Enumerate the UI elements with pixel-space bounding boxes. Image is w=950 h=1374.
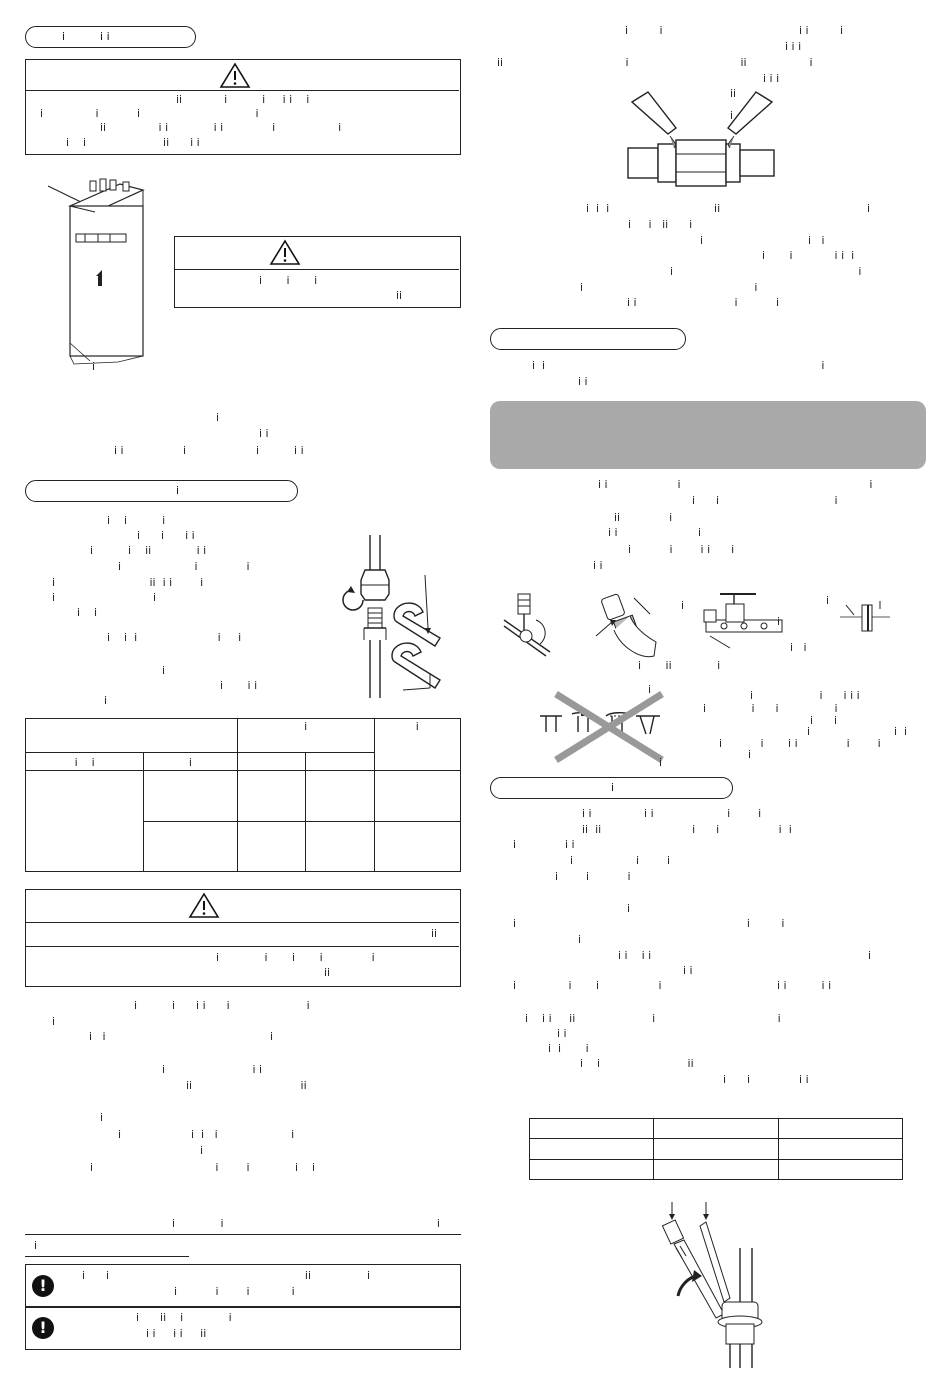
para-3-line-8: i — [200, 1144, 204, 1157]
caution-2-line-2: i i i i i — [216, 951, 375, 964]
section-heading-2-text: i — [176, 484, 180, 497]
outdoor-unit-illustration — [40, 176, 150, 366]
para-6-line-14: i i i — [548, 1042, 589, 1055]
top-para-line-5: ii — [730, 87, 737, 100]
para-6-line-5: i i i — [555, 870, 631, 883]
flare-note-2: i i i i i — [750, 689, 860, 702]
para-2-line-5: i ii i i i — [52, 576, 204, 589]
pipe-cutter-illustration — [500, 590, 560, 660]
notice-2-line-1: i ii i i — [136, 1311, 232, 1324]
para-5-line-1: i i i i — [598, 478, 873, 491]
fig-note-3: i — [826, 594, 830, 607]
caution-1-line-1: i i i — [259, 274, 318, 287]
para-6-line-16: i i i i — [723, 1073, 809, 1086]
warning-triangle-icon — [189, 893, 219, 918]
para-6-line-6: i — [627, 902, 631, 915]
para-5-line-5: i i i i i — [628, 543, 735, 556]
mid-para-line-5: i i — [670, 265, 862, 278]
para-6-line-8: i — [578, 933, 582, 946]
para-6-line-4: i i i — [570, 854, 671, 867]
incorrect-flare-examples — [536, 690, 671, 765]
top-para-line-2: i i i — [785, 40, 802, 53]
para-6-line-12: i i i ii i i — [525, 1012, 781, 1025]
flare-note-3: i i i i — [703, 702, 838, 715]
section-heading-4 — [490, 777, 733, 799]
flare-note-4: i i — [810, 714, 838, 727]
caution-1-line-2: ii — [396, 289, 403, 302]
exclamation-circle-icon: ! — [32, 1317, 54, 1339]
fig-note-5: i ii i — [638, 659, 721, 672]
para-2-line-9: i — [162, 664, 166, 677]
para-3-line-3: i i i — [89, 1030, 273, 1043]
para-1-line-3: i i i i i i — [114, 444, 304, 457]
top-para-line-6: i — [730, 109, 734, 122]
warning-triangle-icon — [220, 63, 250, 88]
para-6-line-13: i i — [557, 1027, 567, 1040]
para-2-line-3: i i ii i i — [90, 544, 207, 557]
caution-box-1 — [174, 236, 461, 308]
top-para-line-4: i i i — [763, 72, 780, 85]
rule-text: i i i — [172, 1217, 440, 1230]
table-1-sub-1: i i — [74, 755, 95, 769]
divider-rule-short — [25, 1256, 189, 1257]
para-2-line-4: i i i — [118, 560, 250, 573]
notice-2-line-2: i i i i ii — [146, 1327, 207, 1340]
para-3-line-4: i i i — [162, 1063, 263, 1076]
para-6-line-1: i i i i i i — [582, 807, 762, 820]
unit-caption: i — [92, 360, 96, 373]
para-3-line-9: i i i i i — [90, 1161, 316, 1174]
flare-dimension-illustration — [840, 597, 892, 637]
reamer-illustration — [590, 590, 665, 665]
para-2-line-1: i i i — [107, 514, 166, 527]
caution-2-line-3: ii — [324, 966, 331, 979]
para-5-line-6: i i — [593, 559, 603, 572]
para-3-line-5: ii ii — [186, 1079, 307, 1092]
para-5-line-3: ii i — [614, 511, 673, 524]
flare-note-5: i i i — [807, 725, 908, 738]
table-1-sub-2: i — [188, 755, 192, 769]
mid-para-line-2: i i ii i — [628, 218, 693, 231]
notice-box-1 — [25, 1264, 461, 1308]
table-1-header-2: i — [304, 720, 308, 733]
notice-1-line-2: i i i i — [174, 1285, 295, 1298]
caution-box-2 — [25, 889, 461, 987]
para-2-line-7: i i — [77, 606, 98, 619]
para-6-line-2: ii ii i i i i — [582, 823, 792, 836]
para-3-line-7: i i i i i — [118, 1128, 295, 1141]
notice-1-line-1: i i ii i — [82, 1269, 371, 1282]
section-heading-1 — [25, 26, 196, 48]
warning-1-line-1: ii i i i i i — [176, 93, 310, 106]
warning-1-line-2: i i i i — [40, 107, 259, 120]
para-2-line-10: i i i — [220, 679, 258, 692]
rule-text-2: i — [34, 1239, 38, 1252]
section-heading-3 — [490, 328, 686, 350]
para-2-line-8: i i i i i — [107, 631, 242, 644]
mid-para-line-3: i i i — [700, 234, 825, 247]
para-2-line-2: i i i i — [137, 529, 195, 542]
para-5-line-4: i i i — [608, 526, 702, 539]
divider-rule — [25, 1234, 461, 1235]
section-heading-2 — [25, 480, 298, 502]
para-2-line-11: i — [104, 694, 108, 707]
section-heading-4-text: i — [611, 781, 615, 794]
para-3-line-1: i i i i i i — [134, 999, 310, 1012]
warning-box-1 — [25, 59, 461, 155]
fig-note-4: i i — [790, 641, 807, 654]
para-2-line-6: i i — [52, 591, 157, 604]
section-banner — [490, 401, 926, 469]
para-6-line-7: i i i — [513, 917, 785, 930]
pipe-spec-table — [25, 718, 461, 872]
top-para-line-1: i i i i i — [625, 24, 844, 37]
para-6-line-11: i i i i i i i i — [513, 979, 832, 992]
service-valve-illustration — [660, 1198, 780, 1368]
flare-nut-wrench-illustration — [335, 530, 455, 700]
warning-triangle-icon — [270, 240, 300, 265]
fig-note-1: i — [681, 599, 685, 612]
flare-note-8: i — [659, 756, 663, 769]
mid-para-line-4: i i i i i — [762, 249, 855, 262]
flare-note-7: i — [748, 748, 752, 761]
table-1-header-3: i — [415, 720, 419, 733]
flare-note-6: i i i i i i — [719, 737, 881, 750]
para-3-line-6: i — [100, 1111, 104, 1124]
para-1-line-1: i — [216, 411, 220, 424]
para-4-line-1: i i i — [532, 359, 825, 372]
para-6-line-15: i i ii — [580, 1057, 694, 1070]
para-3-line-2: i — [52, 1015, 56, 1028]
para-6-line-9: i i i i i — [618, 949, 872, 962]
torque-table — [529, 1118, 903, 1180]
para-6-line-10: i i — [683, 964, 693, 977]
warning-1-line-3: ii i i i i i i — [100, 121, 342, 134]
para-5-line-2: i i i — [692, 494, 838, 507]
para-6-line-3: i i i — [513, 838, 575, 851]
mid-para-line-1: i i i ii i — [586, 202, 871, 215]
para-4-line-2: i i — [578, 375, 588, 388]
fig-note-2: i — [777, 615, 781, 628]
flare-oil-illustration — [628, 88, 778, 198]
notice-box-2 — [25, 1306, 461, 1350]
warning-1-line-4: i i ii i i — [66, 136, 200, 149]
section-heading-1-text: i i i — [62, 30, 110, 43]
exclamation-circle-icon: ! — [32, 1275, 54, 1297]
mid-para-line-6: i i — [580, 281, 758, 294]
mid-para-line-7: i i i i — [627, 296, 780, 309]
caution-2-line-1: ii — [431, 927, 438, 940]
flare-note-1: i — [648, 683, 652, 696]
para-1-line-2: i i — [259, 427, 269, 440]
top-para-line-3: ii i ii i — [497, 56, 813, 69]
